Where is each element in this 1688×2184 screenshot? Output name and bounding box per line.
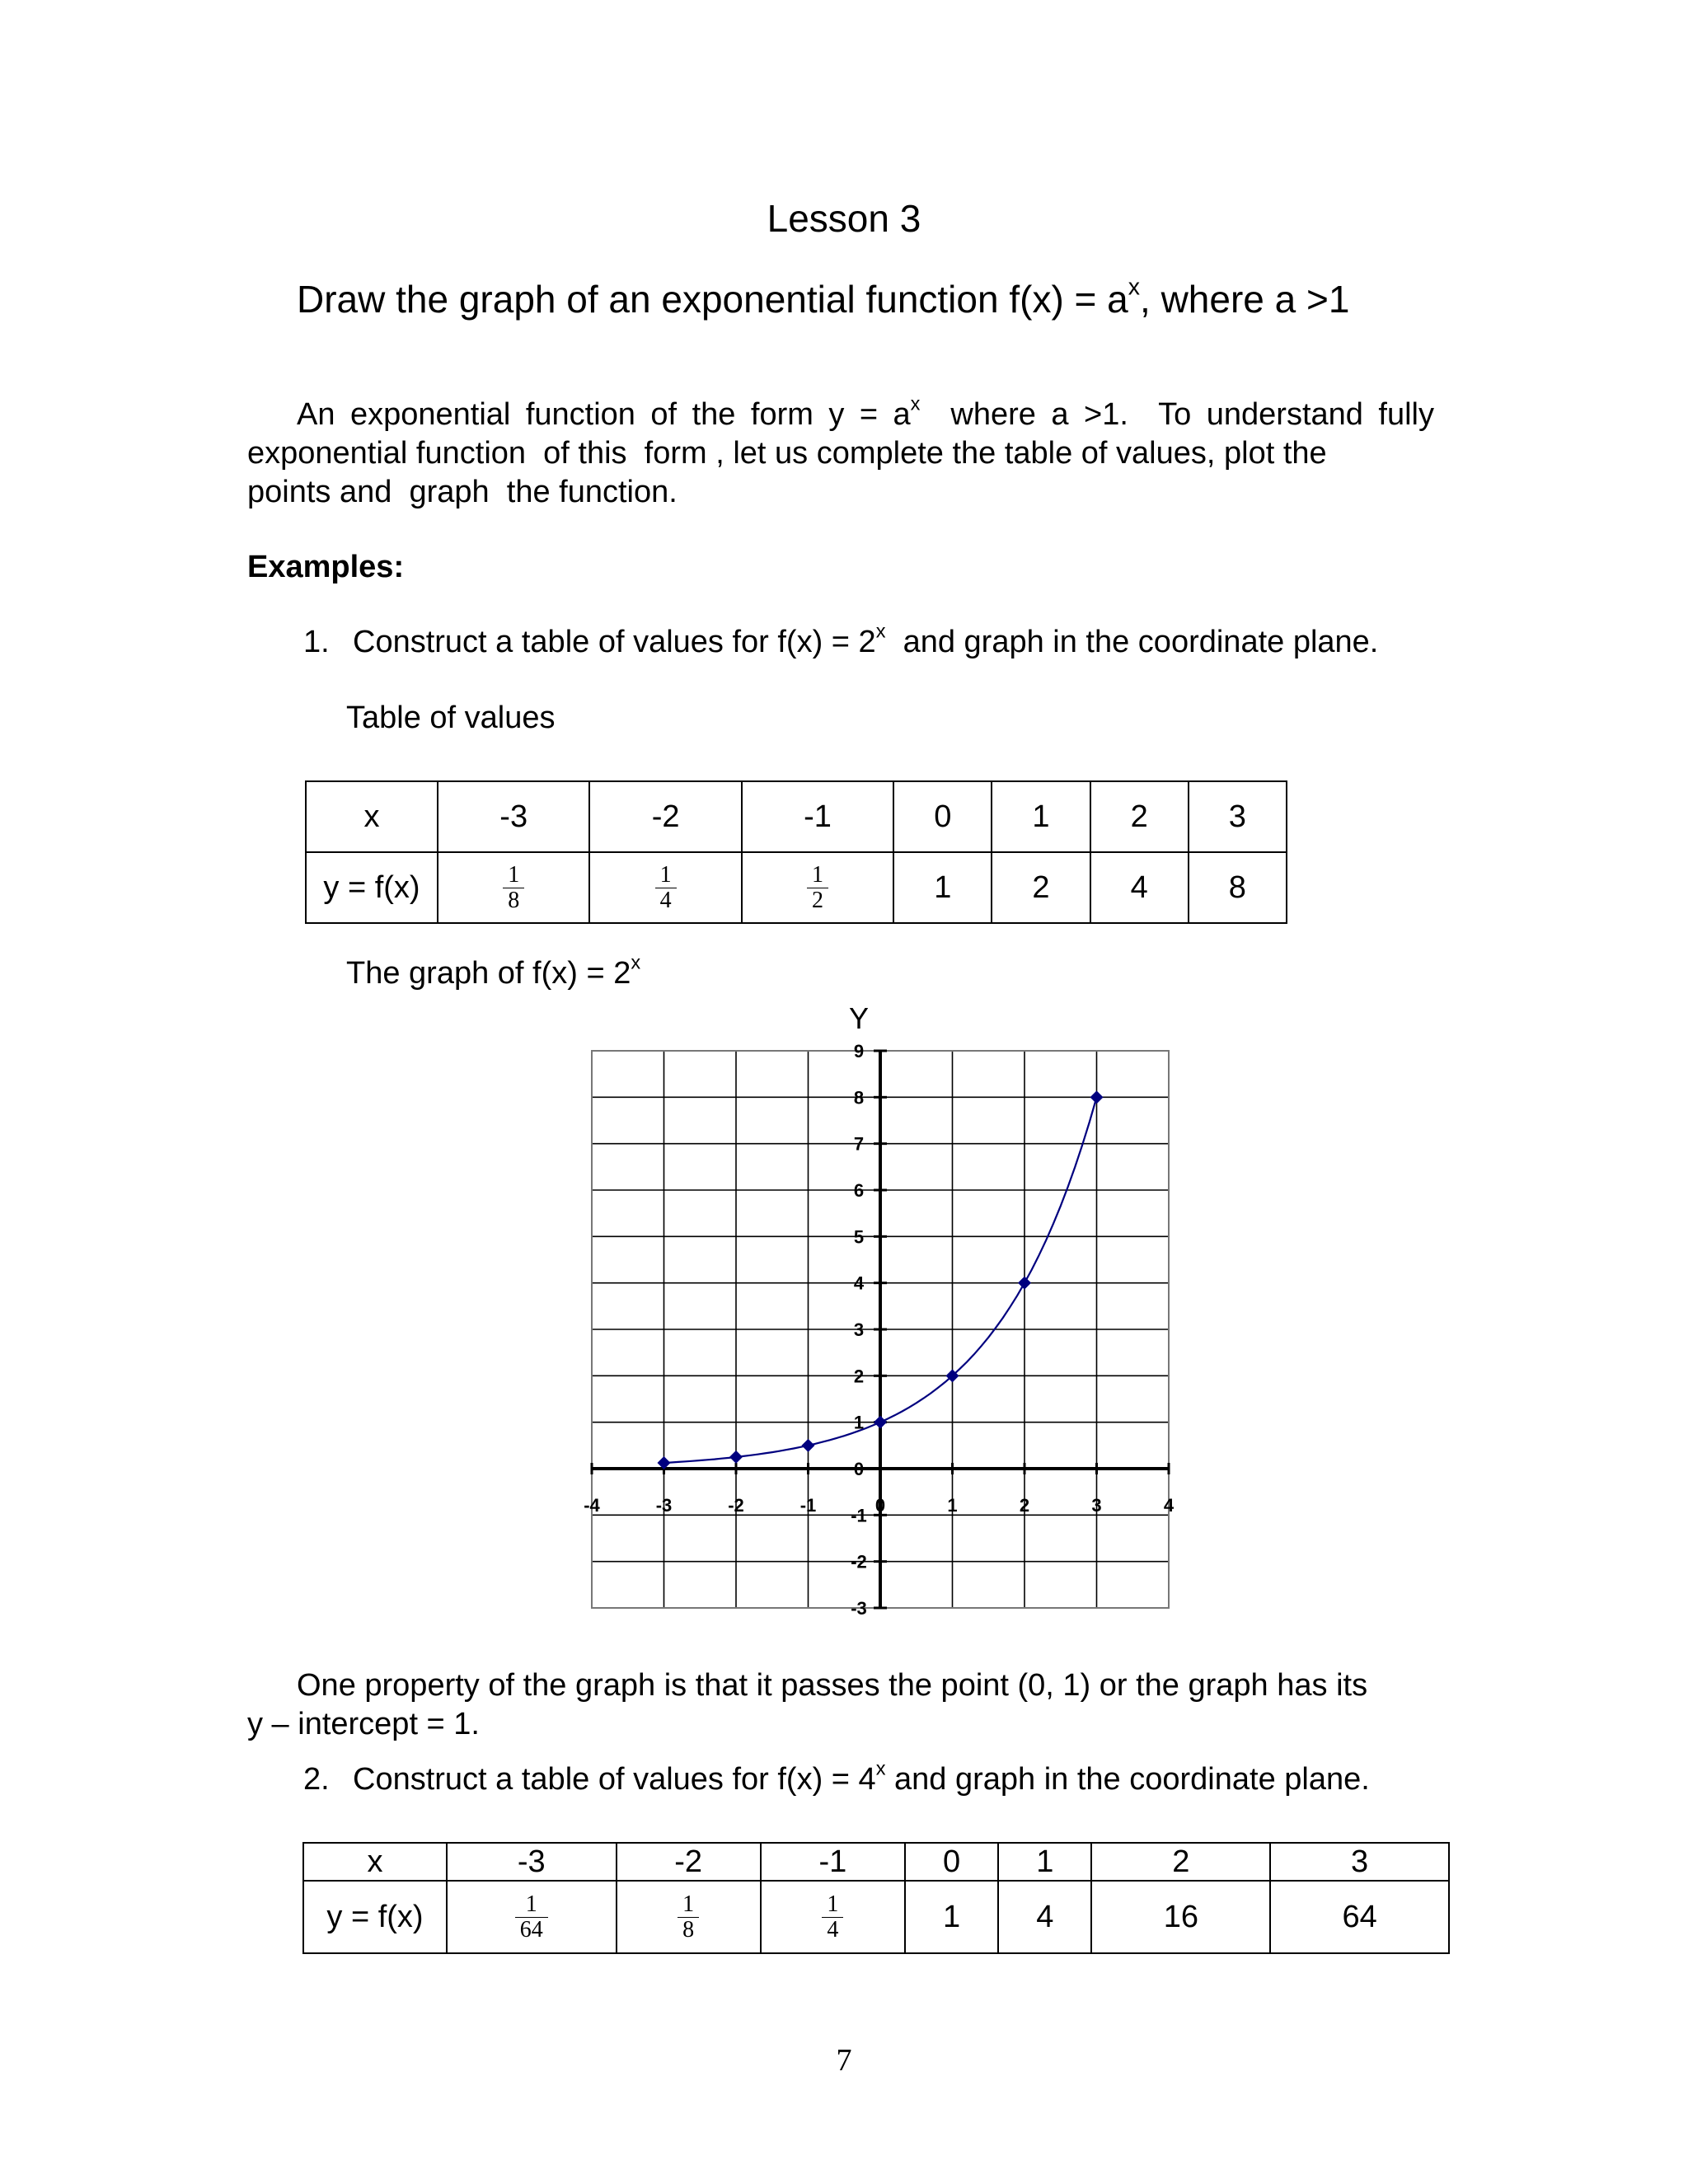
table-cell: 1 (905, 1881, 998, 1953)
y-tick-label: 8 (853, 1087, 865, 1108)
page-number: 7 (836, 2043, 852, 2078)
intro-paragraph (247, 392, 1434, 512)
data-point (729, 1451, 743, 1464)
table-header-cell: y = f(x) (303, 1881, 447, 1953)
table-cell: 8 (1189, 852, 1287, 923)
table-cell: 0 (893, 781, 992, 852)
table-cell: 16 (1091, 1881, 1270, 1953)
y-tick-label: -1 (851, 1505, 867, 1526)
fraction: $\frac{1}{8}$ (678, 1892, 699, 1943)
table-cell: 64 (1270, 1881, 1449, 1953)
y-tick-label: 6 (853, 1180, 865, 1201)
exponential-graph (560, 989, 1187, 1615)
table-row (303, 1843, 1449, 1881)
fraction: $\frac{1}{8}$ (503, 863, 524, 913)
y-tick-label: 9 (853, 1041, 865, 1062)
y-axis-label: Y (848, 1001, 870, 1035)
table-cell (589, 852, 741, 923)
table-cell (742, 852, 893, 923)
table-cell: 1 (893, 852, 992, 923)
table-cell: -3 (447, 1843, 617, 1881)
lesson-title: Lesson 3 (767, 197, 921, 240)
data-point (1018, 1277, 1031, 1290)
values-table-2 (302, 1842, 1450, 1954)
y-tick-label: 3 (853, 1319, 865, 1340)
table-cell: -1 (761, 1843, 905, 1881)
table-row (306, 781, 1287, 852)
table-cell: 1 (998, 1843, 1091, 1881)
y-tick-label: 1 (853, 1412, 865, 1433)
table-header-cell: y = f(x) (306, 852, 438, 923)
property-line-2: y – intercept = 1. (247, 1707, 480, 1741)
table-cell: 2 (992, 852, 1090, 923)
graph-title: The graph of $f(x) = 2^x$ (346, 951, 641, 991)
examples-heading: Examples: (247, 550, 405, 584)
fraction: $\frac{1}{4}$ (822, 1892, 843, 1943)
table-cell: -1 (742, 781, 893, 852)
data-point (802, 1439, 815, 1452)
main-heading: Draw the graph of an exponential function $f(x) = a^x$, where a >1 (297, 274, 1350, 321)
table-cell: 3 (1189, 781, 1287, 852)
values-table-1 (305, 780, 1287, 924)
property-paragraph (247, 1666, 1434, 1744)
y-tick-label: -3 (851, 1598, 867, 1615)
y-tick-label: 7 (853, 1133, 865, 1155)
y-tick-label: 5 (853, 1226, 865, 1248)
x-tick-label: -2 (728, 1495, 744, 1516)
fraction: $\frac{1}{4}$ (655, 863, 677, 913)
table-cell (447, 1881, 617, 1953)
x-tick-label: -1 (799, 1495, 817, 1516)
table-row (303, 1881, 1449, 1953)
y-tick-label: 0 (853, 1459, 865, 1479)
x-tick-label: 3 (1091, 1495, 1102, 1516)
fraction: $\frac{1}{64}$ (515, 1892, 548, 1943)
table-cell (617, 1881, 761, 1953)
table-cell (761, 1881, 905, 1953)
y-tick-label: -2 (851, 1551, 867, 1572)
table-row (306, 852, 1287, 923)
table-header-cell: x (306, 781, 438, 852)
x-tick-label: -3 (655, 1495, 673, 1516)
x-tick-label: 1 (947, 1495, 958, 1516)
table-cell: -2 (589, 781, 741, 852)
table-cell: -2 (617, 1843, 761, 1881)
table-cell: 3 (1270, 1843, 1449, 1881)
table-cell: 4 (1090, 852, 1189, 923)
intro-line-2: exponential function of this form , let us complete the table of values, plot the (247, 436, 1327, 471)
intro-line-3: points and graph the function. (247, 475, 678, 509)
x-tick-label: -4 (584, 1495, 600, 1516)
example-1-text: 1. Construct a table of values for $f(x) = 2^x$ and graph in the coordinate plane. (303, 620, 1379, 659)
table-cell: 2 (1090, 781, 1189, 852)
table-cell: -3 (438, 781, 589, 852)
table-header-cell: x (303, 1843, 447, 1881)
data-point (874, 1416, 887, 1429)
intro-line-1: An exponential function of the form $y = a^x$ where a >1. To understand fully (297, 392, 1434, 432)
table-of-values-label: Table of values (346, 701, 556, 735)
example-2-text: 2. Construct a table of values for $f(x) = 4^x$ and graph in the coordinate plane. (303, 1757, 1370, 1797)
table-cell: 4 (998, 1881, 1091, 1953)
x-tick-label: 0 (874, 1495, 886, 1516)
property-line-1: One property of the graph is that it passes the point (0, 1) or the graph has its (297, 1668, 1368, 1703)
table-cell: 1 (992, 781, 1090, 852)
table-cell: 2 (1091, 1843, 1270, 1881)
y-tick-label: 4 (853, 1272, 865, 1294)
y-tick-label: 2 (853, 1366, 865, 1387)
table-cell (438, 852, 589, 923)
x-tick-label: 4 (1163, 1495, 1175, 1516)
table-cell: 0 (905, 1843, 998, 1881)
x-tick-label: 2 (1019, 1495, 1030, 1516)
data-point (1090, 1090, 1104, 1104)
fraction: $\frac{1}{2}$ (807, 863, 828, 913)
